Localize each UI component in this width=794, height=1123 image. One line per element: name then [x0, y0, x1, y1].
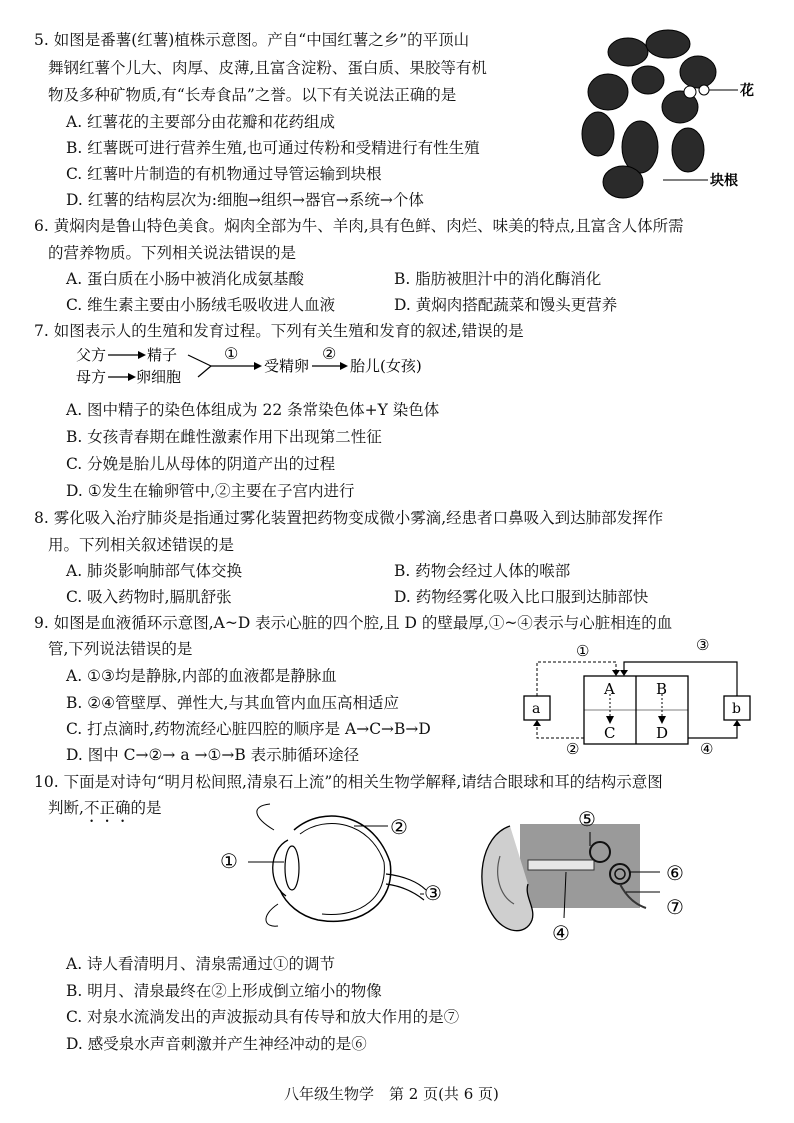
q9-option-c: C. 打点滴时,药物流经心脏四腔的顺序是 A→C→B→D — [66, 720, 431, 738]
q10-stem-suffix: 的是 — [130, 799, 162, 817]
q8-stem-line-1: 8. 雾化吸入治疗肺炎是指通过雾化装置把药物变成微小雾滴,经患者口鼻吸入到达肺部发挥作 — [34, 509, 664, 527]
vessel-3-label: ③ — [696, 636, 710, 654]
q7-option-d: D. ①发生在输卵管中,②主要在子宫内进行 — [66, 482, 355, 500]
flower-label: 花 — [740, 83, 754, 99]
q9-stem-line-1: 9. 如图是血液循环示意图,A~D 表示心脏的四个腔,且 D 的壁最厚,①~④表示与心脏相连的血 — [34, 614, 673, 632]
capillary-a-label: a — [532, 701, 541, 717]
q10-stem-line-1: 10. 下面是对诗句“明月松间照,清泉石上流”的相关生物学解释,请结合眼球和耳的结构示意图 — [34, 773, 663, 791]
mother-label: 母方 — [76, 368, 107, 386]
chamber-d-label: D — [656, 724, 669, 742]
q5-option-a: A. 红薯花的主要部分由花瓣和花药组成 — [66, 113, 336, 131]
q9-stem-line-2: 管,下列说法错误的是 — [48, 640, 193, 658]
chamber-a-label: A — [604, 680, 615, 698]
q10-option-b: B. 明月、清泉最终在②上形成倒立缩小的物像 — [66, 982, 382, 1000]
father-label: 父方 — [76, 346, 107, 364]
q10-option-c: C. 对泉水流淌发出的声波振动具有传导和放大作用的是⑦ — [66, 1008, 460, 1026]
q8-option-b: B. 药物会经过人体的喉部 — [394, 562, 571, 580]
q7-option-c: C. 分娩是胎儿从母体的阴道产出的过程 — [66, 455, 336, 473]
q6-option-b: B. 脂肪被胆汁中的消化酶消化 — [394, 270, 602, 288]
blood-circulation-diagram — [520, 634, 760, 756]
reproduction-flow-diagram — [76, 343, 456, 389]
q5-stem-line-3: 物及多种矿物质,有“长寿食品”之誉。以下有关说法正确的是 — [48, 86, 457, 104]
q6-option-a: A. 蛋白质在小肠中被消化成氨基酸 — [66, 270, 305, 288]
vessel-4-label: ④ — [700, 740, 714, 756]
sweet-potato-plant-figure — [568, 22, 768, 207]
ear-structure-figure — [470, 796, 700, 946]
egg-label: 卵细胞 — [136, 368, 182, 386]
q5-option-c: C. 红薯叶片制造的有机物通过导管运输到块根 — [66, 165, 382, 183]
capillary-b-label: b — [732, 701, 741, 717]
q5-option-b: B. 红薯既可进行营养生殖,也可通过传粉和受精进行有性生殖 — [66, 139, 480, 157]
chamber-c-label: C — [604, 724, 616, 742]
step-2-label: ② — [322, 344, 337, 363]
q8-option-a: A. 肺炎影响肺部气体交换 — [66, 562, 243, 580]
q6-option-c: C. 维生素主要由小肠绒毛吸收进人血液 — [66, 296, 336, 314]
zygote-label: 受精卵 — [264, 357, 310, 375]
q9-option-b: B. ②④管壁厚、弹性大,与其血管内血压高相适应 — [66, 694, 399, 712]
q10-stem-prefix: 判断, — [48, 799, 84, 817]
q7-option-b: B. 女孩青春期在雌性激素作用下出现第二性征 — [66, 428, 382, 446]
q6-stem-line-1: 6. 黄焖肉是鲁山特色美食。焖肉全部为牛、羊肉,具有色鲜、肉烂、味美的特点,且富含人体所需 — [34, 217, 684, 235]
ear-label-5: ⑤ — [578, 807, 596, 831]
q6-option-d: D. 黄焖肉搭配蔬菜和馒头更营养 — [394, 296, 618, 314]
ear-label-6: ⑥ — [666, 861, 684, 885]
q5-option-d: D. 红薯的结构层次为:细胞→组织→器官→系统→个体 — [66, 191, 424, 209]
step-1-label: ① — [224, 344, 239, 363]
q10-stem-emphasis: 不正确 — [83, 799, 131, 817]
vessel-2-label: ② — [566, 740, 580, 756]
q6-stem-line-2: 的营养物质。下列相关说法错误的是 — [48, 244, 297, 262]
sperm-label: 精子 — [147, 346, 178, 364]
ear-label-4: ④ — [552, 921, 570, 945]
eye-label-3: ③ — [424, 881, 442, 905]
page-footer: 八年级生物学 第 2 页(共 6 页) — [284, 1085, 499, 1103]
eye-label-1: ① — [220, 849, 238, 873]
q10-stem-line-2 — [48, 797, 161, 826]
q8-stem-line-2: 用。下列相关叙述错误的是 — [48, 536, 235, 554]
chamber-b-label: B — [656, 680, 668, 698]
q5-stem-line-1: 5. 如图是番薯(红薯)植株示意图。产自“中国红薯之乡”的平顶山 — [34, 31, 470, 49]
q10-option-a: A. 诗人看清明月、清泉需通过①的调节 — [66, 955, 336, 973]
q8-option-c: C. 吸入药物时,膈肌舒张 — [66, 588, 232, 606]
q7-stem: 7. 如图表示人的生殖和发育过程。下列有关生殖和发育的叙述,错误的是 — [34, 322, 524, 340]
ear-label-7: ⑦ — [666, 895, 684, 919]
q9-option-a: A. ①③均是静脉,内部的血液都是静脉血 — [66, 667, 337, 685]
q7-option-a: A. 图中精子的染色体组成为 22 条常染色体+Y 染色体 — [66, 401, 440, 419]
vessel-1-label: ① — [576, 642, 590, 660]
q10-option-d: D. 感受泉水声音刺激并产生神经冲动的是⑥ — [66, 1035, 367, 1053]
q5-stem-line-2: 舞钢红薯个儿大、肉厚、皮薄,且富含淀粉、蛋白质、果胶等有机 — [48, 59, 487, 77]
eyeball-structure-figure — [214, 800, 454, 932]
q9-option-d: D. 图中 C→②→ a →①→B 表示肺循环途径 — [66, 746, 360, 764]
q8-option-d: D. 药物经雾化吸入比口服到达肺部快 — [394, 588, 649, 606]
tuber-root-label: 块根 — [710, 173, 738, 189]
fetus-label: 胎儿(女孩) — [350, 357, 422, 375]
eye-label-2: ② — [390, 815, 408, 839]
